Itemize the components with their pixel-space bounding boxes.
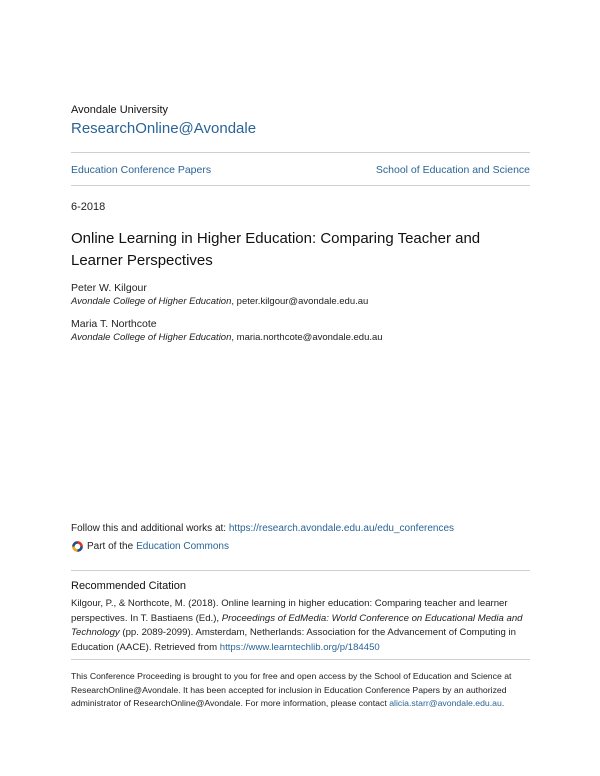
- footer-notice: [71, 670, 530, 711]
- citation-part-2: (pp. 2089-2099). Amsterdam, Netherlands: Association for the Advancement of Computing in Education (AACE). Retrieved from: [71, 627, 516, 653]
- author-email: peter.kilgour@avondale.edu.au: [236, 296, 369, 307]
- paper-title: Online Learning in Higher Education: Comparing Teacher and Learner Perspectives: [71, 230, 481, 269]
- author-email: maria.northcote@avondale.edu.au: [236, 332, 383, 343]
- author-affiliation: Avondale College of Higher Education, peter.kilgour@avondale.edu.au: [71, 296, 369, 307]
- contact-email-link[interactable]: alicia.starr@avondale.edu.au: [389, 698, 502, 708]
- follow-text: Follow this and additional works at:: [71, 523, 229, 534]
- citation-heading: Recommended Citation: [71, 580, 186, 592]
- citation-url-link[interactable]: https://www.learntechlib.org/p/184450: [219, 641, 380, 653]
- affiliation-text: Avondale College of Higher Education: [71, 296, 232, 307]
- follow-url-link[interactable]: https://research.avondale.edu.au/edu_conferences: [228, 523, 455, 534]
- footer-end: .: [501, 698, 505, 708]
- breadcrumb: [71, 164, 530, 176]
- repository-link[interactable]: ResearchOnline@Avondale: [71, 120, 257, 137]
- school-link[interactable]: School of Education and Science: [375, 164, 530, 176]
- divider: [71, 185, 530, 186]
- part-of-prefix: Part of the: [87, 541, 134, 552]
- author-affiliation: Avondale College of Higher Education, maria.northcote@avondale.edu.au: [71, 332, 383, 343]
- author-name: Peter W. Kilgour: [71, 282, 147, 294]
- divider: [71, 152, 530, 153]
- divider: [71, 659, 530, 660]
- citation-proceedings: Proceedings of EdMedia: World Conference on Educational Media and Technology: [71, 612, 523, 638]
- affiliation-text: Avondale College of Higher Education: [71, 332, 232, 343]
- education-commons-link[interactable]: Education Commons: [136, 541, 229, 552]
- author-name: Maria T. Northcote: [71, 318, 157, 330]
- divider: [71, 570, 530, 571]
- footer-text: This Conference Proceeding is brought to you for free and open access by the School of Education and Science at ResearchOnline@Avondale. It has been accepted for inclusion in Education Conference Papers by an authorized administrator of ResearchOnline@Avondale. For more information, please contact: [71, 671, 512, 708]
- part-of-line: [71, 540, 229, 553]
- citation-text: [71, 597, 530, 655]
- publication-date: 6-2018: [71, 201, 106, 213]
- university-name: Avondale University: [71, 104, 169, 116]
- collection-link[interactable]: Education Conference Papers: [71, 164, 212, 176]
- follow-line: [71, 523, 454, 534]
- citation-part-1: Kilgour, P., & Northcote, M. (2018). Online learning in higher education: Comparing teacher and learner perspectives. In T. Bastiaens (Ed.),: [71, 598, 508, 624]
- commons-network-icon: [71, 540, 84, 553]
